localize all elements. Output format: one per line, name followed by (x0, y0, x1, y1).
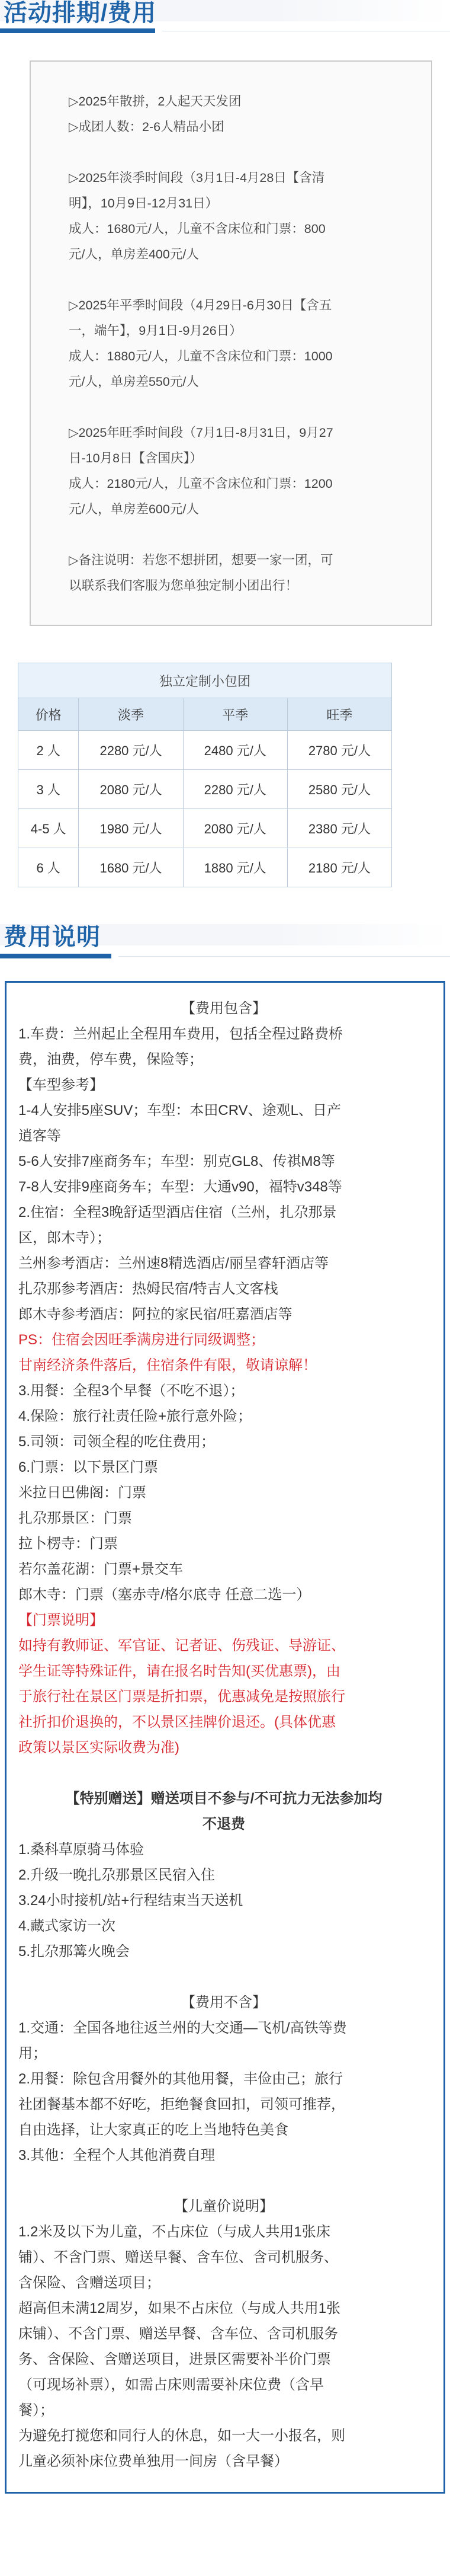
fee-section-heading: 【费用不含】 (181, 1995, 266, 2011)
fee-line: PS：住宿会因旺季满房进行同级调整； (18, 1332, 265, 1348)
fee-line: 米拉日巴佛阁：门票 (18, 1485, 146, 1501)
fee-line: 于旅行社在景区门票是折扣票，优惠减免是按照旅行 (18, 1689, 345, 1705)
table-header-cell: 价格 (18, 698, 79, 731)
fee-line: 逍客等 (18, 1128, 61, 1144)
table-cell: 2780 元/人 (287, 731, 391, 770)
schedule-paragraph (69, 548, 414, 599)
fee-section-heading: 【费用包含】 (181, 1001, 266, 1017)
table-row (18, 731, 392, 770)
fee-line: 扎尕那景区：门票 (18, 1510, 132, 1526)
schedule-paragraph (69, 420, 414, 522)
fee-section-heading: 【特别赠送】赠送项目不参与/不可抗力无法参加均 (65, 1791, 382, 1807)
table-cell: 2580 元/人 (287, 770, 391, 809)
schedule-line: ▷2025年淡季时间段（3月1日-4月28日【含清 (69, 171, 325, 185)
fee-line: 铺）、不含门票、赠送早餐、含车位、含司机服务、 (18, 2249, 338, 2265)
schedule-line: 成人：1680元/人，儿童不含床位和门票：800 (69, 222, 326, 236)
schedule-line: ▷2025年旺季时间段（7月1日-8月31日，9月27 (69, 426, 333, 440)
schedule-line: ▷2025年散拼，2人起天天发团 (69, 94, 242, 108)
fee-line: 郎木寺参考酒店：阿拉的家民宿/旺嘉酒店等 (18, 1306, 292, 1322)
table-cell: 4-5 人 (18, 809, 79, 848)
fee-line: 甘南经济条件落后，住宿条件有限，敬请谅解！ (18, 1357, 317, 1373)
table-header-cell: 淡季 (79, 698, 183, 731)
fee-section-heading: 【儿童价说明】 (174, 2198, 274, 2214)
fee-line: 5.司领：司领全程的吃住费用； (18, 1434, 216, 1450)
schedule-line: 明】，10月9日-12月31日） (69, 196, 218, 210)
schedule-line: 元/人，单房差550元/人 (69, 375, 199, 389)
table-cell: 3 人 (18, 770, 79, 809)
schedule-line: 成人：1880元/人，儿童不含床位和门票：1000 (69, 349, 333, 363)
schedule-paragraph (69, 165, 414, 267)
fee-line: 3.24小时接机/站+行程结束当天送机 (18, 1893, 243, 1909)
schedule-title: 活动排期/费用 (4, 0, 157, 26)
title-underline (0, 28, 155, 33)
fee-line: 用； (18, 2046, 47, 2062)
fee-line: 餐）； (18, 2402, 54, 2418)
fee-line: 5-6人安排7座商务车；车型：别克GL8、传祺M8等 (18, 1153, 335, 1169)
table-cell: 2480 元/人 (183, 731, 287, 770)
fee-line: 6.门票：以下景区门票 (18, 1459, 159, 1475)
schedule-line: 以联系我们客服为您单独定制小团出行！ (69, 579, 298, 593)
fee-line: 扎尕那参考酒店：热姆民宿/特吉人文客栈 (18, 1281, 278, 1297)
fee-line: 1-4人安排5座SUV；车型：本田CRV、途观L、日产 (18, 1102, 341, 1118)
fee-line: 务、含保险、含赠送项目，进景区需要补半价门票 (18, 2351, 331, 2367)
fees-section-header (0, 924, 450, 974)
schedule-section-header (0, 0, 450, 44)
spacer (18, 2168, 429, 2194)
fee-line: 5.扎尕那篝火晚会 (18, 1944, 130, 1960)
table-cell: 1880 元/人 (183, 848, 287, 887)
fee-line: 【车型参考】 (18, 1077, 104, 1093)
fee-line: 2.住宿：全程3晚舒适型酒店住宿（兰州，扎尕那景 (18, 1204, 337, 1220)
schedule-line: ▷2025年平季时间段（4月29日-6月30日【含五 (69, 298, 332, 312)
fee-line: 区，郎木寺）； (18, 1230, 111, 1246)
fee-line: 如持有教师证、军官证、记者证、伤残证、导游证、 (18, 1638, 345, 1654)
fee-line: 社团餐基本都不好吃，拒绝餐食回扣，司领可推荐， (18, 2096, 345, 2112)
table-cell: 2080 元/人 (79, 770, 183, 809)
spacer (18, 1760, 429, 1786)
fee-line: 2.用餐：除包含用餐外的其他用餐，丰俭由己；旅行 (18, 2071, 343, 2087)
fee-line: （可现场补票），如需占床则需要补床位费（含早 (18, 2377, 324, 2393)
private-tour-price-table (18, 663, 392, 887)
schedule-box (30, 60, 432, 626)
table-cell: 2380 元/人 (287, 809, 391, 848)
table-cell: 1680 元/人 (79, 848, 183, 887)
table-cell: 2 人 (18, 731, 79, 770)
fee-line: 3.其他：全程个人其他消费自理 (18, 2147, 216, 2163)
schedule-line: ▷备注说明：若您不想拼团，想要一家一团，可 (69, 553, 333, 567)
fee-line: 含保险、含赠送项目； (18, 2275, 160, 2291)
fee-line: 1.桑科草原骑马体验 (18, 1842, 144, 1858)
fee-line: 2.升级一晚扎尕那景区民宿入住 (18, 1867, 216, 1883)
spacer (18, 1964, 429, 1990)
table-cell: 2280 元/人 (183, 770, 287, 809)
fee-line: 1.2米及以下为儿童，不占床位（与成人共用1张床 (18, 2224, 330, 2240)
fee-line: 郎木寺：门票（塞赤寺/格尔底寺 任意二选一） (18, 1587, 311, 1603)
fee-line: 4.藏式家访一次 (18, 1918, 116, 1934)
fee-line: 费，油费，停车费，保险等； (18, 1052, 203, 1068)
fee-section-heading: 不退费 (202, 1816, 245, 1832)
schedule-line: 日-10月8日【含国庆】） (69, 451, 202, 465)
table-header-cell: 平季 (183, 698, 287, 731)
fee-line: 社折扣价退换的，不以景区挂牌价退还。(具体优惠 (18, 1714, 336, 1730)
table-row (18, 809, 392, 848)
table-cell: 2180 元/人 (287, 848, 391, 887)
table-cell: 6 人 (18, 848, 79, 887)
header-rule (118, 956, 450, 957)
fee-line: 3.用餐：全程3个早餐（不吃不退）； (18, 1383, 245, 1399)
fee-description-box (5, 981, 445, 2494)
table-cell: 2080 元/人 (183, 809, 287, 848)
table-caption: 独立定制小包团 (18, 663, 392, 698)
table-row (18, 848, 392, 887)
fee-line: 1.交通：全国各地往返兰州的大交通—飞机/高铁等费 (18, 2020, 347, 2036)
table-cell: 1980 元/人 (79, 809, 183, 848)
schedule-line: 一，端午】，9月1日-9月26日） (69, 324, 242, 338)
schedule-line: 成人：2180元/人，儿童不含床位和门票：1200 (69, 477, 333, 491)
schedule-line: 元/人，单房差400元/人 (69, 247, 199, 261)
title-underline (0, 954, 111, 958)
fee-line: 超高但未满12周岁，如果不占床位（与成人共用1张 (18, 2300, 341, 2316)
schedule-line: ▷成团人数：2-6人精品小团 (69, 120, 224, 134)
fee-line: 为避免打搅您和同行人的休息，如一大一小报名，则 (18, 2428, 345, 2444)
table-header-cell: 旺季 (287, 698, 391, 731)
schedule-line: 元/人，单房差600元/人 (69, 502, 199, 516)
fee-line: 拉卜楞寺：门票 (18, 1536, 118, 1552)
fee-line: 若尔盖花湖：门票+景交车 (18, 1561, 184, 1577)
fee-line: 兰州参考酒店：兰州速8精选酒店/丽呈睿轩酒店等 (18, 1255, 329, 1271)
fee-line: 政策以景区实际收费为准) (18, 1740, 179, 1756)
schedule-paragraph (69, 293, 414, 395)
schedule-paragraph (69, 89, 414, 140)
fee-line: 床铺）、不含门票、赠送早餐、含车位、含司机服务 (18, 2326, 338, 2342)
table-cell: 2280 元/人 (79, 731, 183, 770)
fees-title: 费用说明 (4, 924, 101, 950)
fee-line: 自由选择，让大家真正的吃上当地特色美食 (18, 2122, 288, 2138)
fee-line: 4.保险：旅行社责任险+旅行意外险； (18, 1408, 252, 1424)
fee-line: 儿童必须补床位费单独用一间房（含早餐） (18, 2453, 288, 2469)
fee-line: 7-8人安排9座商务车；车型：大通v90，福特v348等 (18, 1179, 342, 1195)
fee-line: 学生证等特殊证件，请在报名时告知(买优惠票)，由 (18, 1663, 340, 1679)
fee-line: 1.车费：兰州起止全程用车费用，包括全程过路费桥 (18, 1026, 343, 1042)
table-row (18, 770, 392, 809)
fee-line: 【门票说明】 (18, 1612, 104, 1628)
